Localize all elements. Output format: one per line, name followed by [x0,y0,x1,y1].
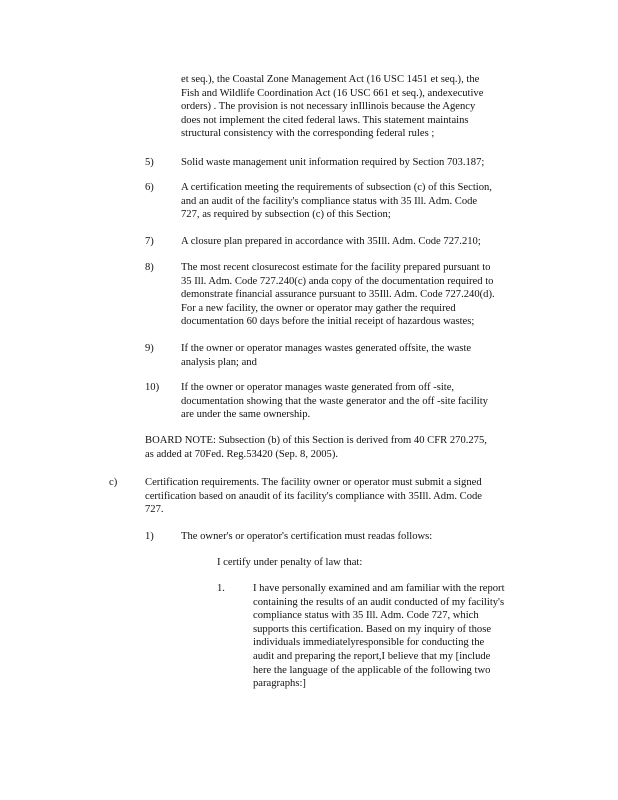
numbered-text: I have personally examined and am familiar with the report containing the results of an audit conducted of my facility's compliance status with 35 Ill. Adm. Code 727, which supports this certification. Based on my inquiry of those individuals immediatelyresponsible for conducting the audit and preparing the report,I believe that my [include here the language of the applicable of the following two paragraphs:] [253,583,505,690]
subsection-label: 1) [145,531,154,542]
item-label: 9) [145,343,154,354]
section-label: c) [109,477,118,488]
subsection-text: The owner's or operator's certification must readas follows: [181,531,433,542]
item-label: 10) [145,382,160,393]
item-text: A certification meeting the requirements of subsection (c) of this Section, and an audit of the facility's compliance status with 35 Ill. Adm. Code 727, as required by subsection (c) of this Section; [181,182,492,221]
item-text: Solid waste management unit information required by Section 703.187; [181,157,485,168]
item-label: 6) [145,182,154,193]
item-text: A closure plan prepared in accordance with 35Ill. Adm. Code 727.210; [181,236,481,247]
section-text: Certification requirements. The facility owner or operator must submit a signed certification based on anaudit of its facility's compliance with 35Ill. Adm. Code 727. [145,477,482,516]
item-text: The most recent closurecost estimate for the facility prepared pursuant to 35 Ill. Adm. Code 727.240(c) anda copy of the documentation required to demonstrate financial assurance pursuant to 35Ill. Adm. Code 727.240(d). For a new facility, the owner or operator may gather the required documentation 60 days before the initial receipt of hazardous wastes; [181,262,495,328]
item-label: 8) [145,262,154,273]
continued-paragraph: et seq.), the Coastal Zone Management Act (16 USC 1451 et seq.), the Fish and Wildlife Coordination Act (16 USC 661 et seq.), andexecutive orders) . The provision is not necessary inIllinois because the Agency does not implement the cited federal laws. This statement maintains structural consistency with the corresponding federal rules ; [181,74,484,140]
item-text: If the owner or operator manages waste generated from off -site, documentation showing that the waste generator and the off -site facility are under the same ownership. [181,382,488,421]
item-label: 5) [145,157,154,168]
item-label: 7) [145,236,154,247]
certify-line: I certify under penalty of law that: [217,557,363,568]
item-text: If the owner or operator manages wastes generated offsite, the waste analysis plan; and [181,343,472,368]
board-note: BOARD NOTE: Subsection (b) of this Section is derived from 40 CFR 270.275, as added at 70Fed. Reg.53420 (Sep. 8, 2005). [145,435,487,460]
numbered-label: 1. [217,583,225,594]
